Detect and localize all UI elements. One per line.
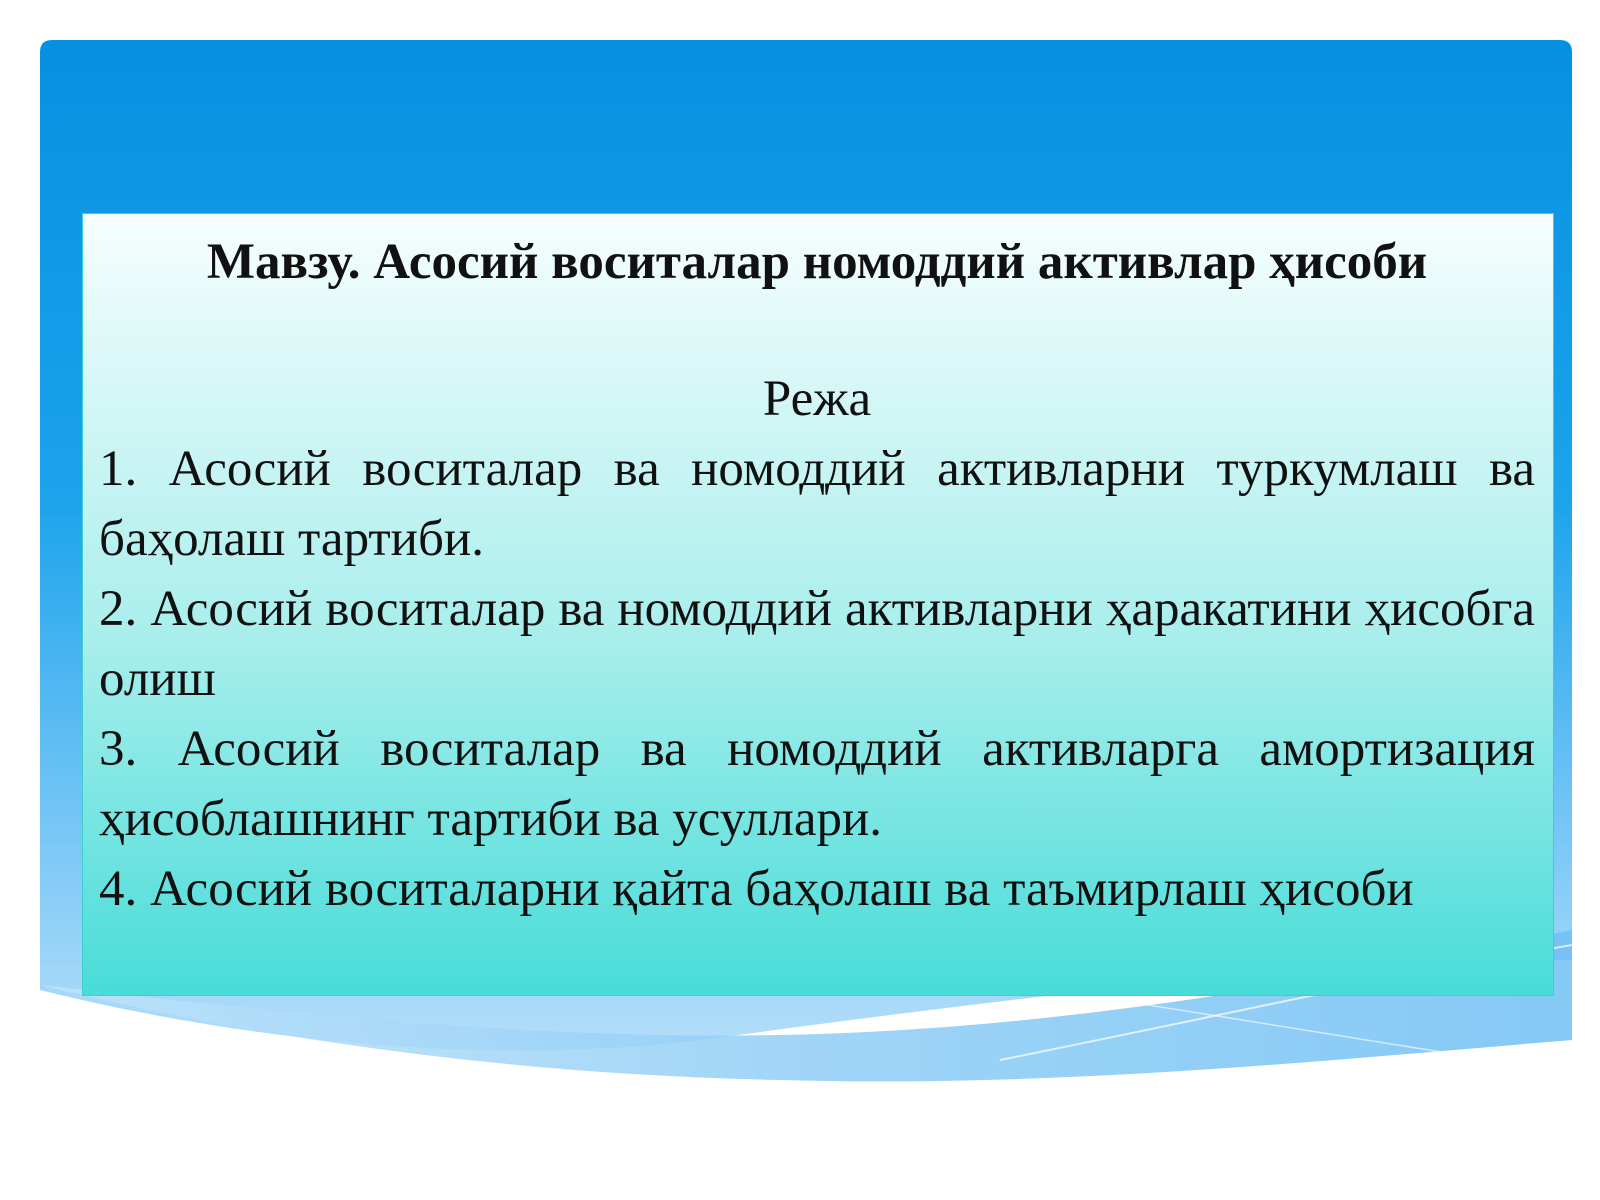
title-spacer	[99, 296, 1535, 364]
plan-item-1: 1. Асосий воситалар ва номоддий активларни туркумлаш ва баҳолаш тартиби.	[99, 441, 1535, 567]
plan-list	[99, 434, 1535, 924]
plan-heading: Режа	[762, 371, 872, 427]
slide-title: Мавзу. Асосий воситалар номоддий активлар ҳисоби	[206, 234, 1428, 290]
plan-item-2: 2. Асосий воситалар ва номоддий активларни ҳаракатини ҳисобга олиш	[99, 581, 1535, 707]
plan-item-3: 3. Асосий воситалар ва номоддий активларга амортизация ҳисоблашнинг тартиби ва усуллари.	[99, 721, 1535, 847]
plan-item-4: 4. Асосий воситаларни қайта баҳолаш ва таъмирлаш ҳисоби	[99, 861, 1414, 917]
content-box	[82, 213, 1554, 996]
